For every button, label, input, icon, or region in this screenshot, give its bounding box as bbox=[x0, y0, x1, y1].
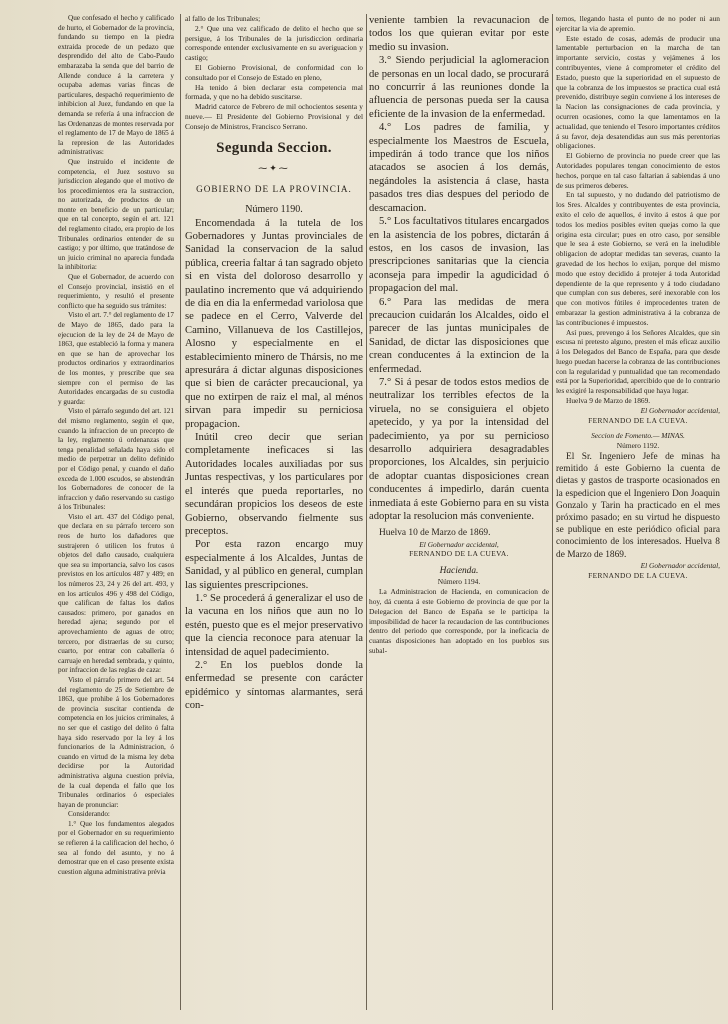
column-rule bbox=[366, 14, 367, 1010]
paragraph: Que instruido el incidente de competencia, el Juez sostuvo su jurisdiccion alegando que el motivo de los procedimientos era la sustraccion, no autorizada, de productos de un monte en beneficio de un particular; que en tal concepto, según el art. 121 del reglamento citado, era propio de los Tribunales ordinarios entender de su castigo; y por último, que tratándose de un juicio criminal no aparecia fundada la inhibitoria: bbox=[58, 157, 174, 272]
paragraph: 7.° Si á pesar de todos estos medios de neutralizar los terribles efectos de la viruela, no se consiguiera el objeto apetecido, y ya por la intensidad del padecimiento, ya por su pernicioso desarrollo adquiriera desagradables proporciones, los Alcaldes, sin perjuicio de adoptar cuantas disposiciones crean conducentes á impedirlo, darán cuenta inmediata á este Gobierno para en su vista adoptar la resolucion más conveniente. bbox=[369, 376, 549, 523]
section-title: Segunda Seccion. bbox=[216, 139, 332, 156]
paragraph: 4.° Los padres de familia, y especialmente los Maestros de Escuela, impedirán á todo trance que los niños atacados se asocien á los demás, negándoles la asistencia á clase, hasta pasados tres dias despues del periodo de descamacion. bbox=[369, 122, 549, 214]
section-title: Hacienda. bbox=[439, 566, 479, 577]
paragraph: Que confesado el hecho y calificado de hurto, el Gobernador de la provincia, fundando su tiempo en la piedra extraida procede de un pedazo que desprendido del alto de Cabo-Paudo embarazaba la senda que del barrio de Allende conduce á la carretera y ocupaba ademas varias fincas de particulares, despachó requerimiento de inhibicion al Juez, fundando en que la demanda se refería á una infraccion de las Ordenanzas de montes reservada por el reglamento de 17 de Mayo de 1865 á la represion de las Autoridades administrativas: bbox=[58, 14, 174, 157]
paragraph: Visto el art. 437 del Código penal, que declara en su párrafo tercero son reos de hurto los dañadores que sustrajeren ó utilicen los frutos ú objetos del daño causado, cualquiera que sea su importancia, salvo los casos previstos en los artículos 487 y 489; en los números 23, 24 y 26 del art. 493, y en los artículos 496 y 498 del Código, que califican de faltas los daños causados: primero, por ganados en heredad ajena; segundo por el aprovechamiento de aguas de otro; tercero, por distraerlas de su curso; cuarto, por entrar con caballería ó carruaje en heredad sembrada, y quinto, por infraccion de las reglas de caza: bbox=[58, 512, 174, 675]
ornament: ⁓✦⁓ bbox=[258, 162, 290, 173]
paragraph: Madrid catorce de Febrero de mil ochocientos sesenta y nueve.— El Presidente del Gobierno Provisional y del Consejo de Ministros, Francisco Serrano. bbox=[185, 102, 363, 131]
paragraph: Visto el párrafo primero del art. 54 del reglamento de 25 de Setiembre de 1863, que prohibe á los Gobernadores de provincia suscitar contienda de competencia en los juicios criminales, á no ser que el castigo del delito ó falta haya sido reservado por la ley á los funcionarios de la Administracion, ó cuando en virtud de la misma ley deba decidirse por la Autoridad administrativa alguna cuestion prévia, de la cual dependa el fallo que los Tribunales ordinarios ó especiales hayan de pronunciar: bbox=[58, 675, 174, 809]
paragraph: ternos, llegando hasta el punto de no poder ni aun ejercitar la via de apremio. bbox=[556, 14, 720, 33]
paragraph: Inútil creo decir que serian completamente ineficaces si las Autoridades locales auxiliadas por sus Juntas respectivas, y los particulares por el interés que pueda reportarles, no secundáran propicios los deseos de este Gobierno, observando fielmente sus preceptos. bbox=[185, 432, 363, 537]
paragraph: veniente tambien la revacunacion de todos los que quieran evitar por este medio su invasion. bbox=[369, 15, 549, 53]
column-3 bbox=[369, 14, 549, 1014]
paragraph: Así pues, prevengo á los Señores Alcaldes, que sin escusa ni pretesto alguno, presten el más eficaz auxilio á los Delegados del Banco de España, para que desde luego puedan hacerse la cobranza de las contribuciones con la regularidad y puntualidad que tan recomendado está por la Superioridad, apercibido que de lo contrario les exigiré la responsabilidad que haya lugar. bbox=[556, 327, 720, 396]
section-title: Seccion de Fomento.— MINAS. bbox=[591, 431, 685, 441]
signature-title: El Gobernador accidental, bbox=[419, 539, 499, 549]
signature-name: FERNANDO DE LA CUEVA. bbox=[409, 549, 509, 559]
paragraph: Encomendada á la tutela de los Gobernadores y Juntas provinciales de Sanidad la conservacion de la salud pública, creeria faltar á tan sagrado objeto si en vista del doloroso desarrollo y paulatino incremento que vá adquiriendo de dia en dia la enfermedad variolosa que se padece en el Cerro, Valverde del Camino, Villanueva de los Castillejos, Alosno y especialmente en el establecimiento minero de Thársis, no me apresurára á dictar algunas disposiciones que si bien de carácter precaucional, ya que no extirpen de raiz el mal, al ménos sirvan para impedir su perniciosa propagacion. bbox=[185, 217, 363, 430]
paragraph: 5.° Los facultativos titulares encargados en la asistencia de los pobres, dictarán á estos, en los casos de invasion, las prescripciones sanitarias que la ciencia aconseja para impedir la agudicidad ó propagacion del mal. bbox=[369, 216, 549, 295]
notice-number: Número 1190. bbox=[245, 203, 303, 215]
column-4 bbox=[556, 14, 720, 1014]
section-header: GOBIERNO DE LA PROVINCIA. bbox=[196, 183, 352, 194]
column-2 bbox=[185, 14, 363, 1014]
paragraph: El Gobierno de provincia no puede creer que las Autoridades populares tengan conocimiento de estos hechos, porque en tal caso faltarian á sabiendas á uno de sus primeros deberes. bbox=[556, 151, 720, 190]
paragraph: Este estado de cosas, además de producir una lamentable perturbacion en la marcha de tan importante servicio, costas y vejámenes á los contribuyentes, viene á comprometer el crédito del Estado, puesto que la superioridad en el supuesto de que la cobranza de los impuestos se practica cual está prevenido, distribuye según conviene á los intereses de la Nacion las consignaciones de cada provincia, y ocurren ocasiones, como la que lamentamos en la actualidad, que teniendo el Tesoro importantes créditos á su favor, deja desatendidas aun sus más perentorias obligaciones. bbox=[556, 33, 720, 151]
signature-name: FERNANDO DE LA CUEVA. bbox=[588, 415, 688, 425]
signature-title: El Gobernador accidental, bbox=[640, 560, 720, 570]
paragraph: En tal supuesto, y no dudando del patriotismo de los Sres. Alcaldes y contribuyentes de esta provincia, exito el celo de aquellos, é invito á estos á que por todos los medios posibles eviten quejas como la que origina esta circular; pues en otro caso, por sensible que le sea á este Gobierno, se verá en la ineludible obligacion de adoptar medidas tan severas, cuanto la gravedad de los hechos lo exijan, porque del mismo modo que estoy decidido á protejer á toda Autoridad dependiente de la que represento y á todo ciudadano que cumplan con sus deberes, seré inexorable con los que con motivos fútiles é improcedentes traten de embarazar la gestion administrativa á la cobranza de las contribuciones é impuestos. bbox=[556, 190, 720, 327]
paragraph: Que el Gobernador, de acuerdo con el Consejo provincial, insistió en el requerimiento, y resultó el presente conflicto que ha seguido sus trámites: bbox=[58, 273, 174, 310]
paragraph: Por esta razon encargo muy especialmente á los Alcaldes, Juntas de Sanidad, y al público en general, cumplan las siguientes prescripciones. bbox=[185, 539, 363, 591]
paragraph: El Sr. Ingeniero Jefe de minas ha remitido á este Gobierno la cuenta de dietas y gastos de trasporte ocasionados en la espedicion que el Ingeniero Don Joaquin Gonzalo y Tarin ha practicado en el mes próximo pasado; en su virtud he dispuesto se publique en este periódico oficial para conocimiento de los interesados. Huelva 8 de Marzo de 1869. bbox=[556, 452, 720, 560]
paragraph: Visto el art. 7.° del reglamento de 17 de Mayo de 1865, dado para la ejecucion de la ley de 24 de Mayo de 1863, que estableció la forma y manera en que se han de aprovechar los productos ordinarios y extraordinarios de los montes, y prescribe que sea siempre con el permiso de las Autoridades encargadas de su custodia y guarda: bbox=[58, 311, 174, 406]
date-line: Huelva 10 de Marzo de 1869. bbox=[379, 528, 491, 539]
column-rule bbox=[180, 14, 181, 1010]
paragraph: 1.° Se procederá á generalizar el uso de la vacuna en los niños que aun no lo estén, puesto que es el mejor preservativo que la ciencia reconoce para atenuar la intensidad de aquel padecimiento. bbox=[185, 592, 363, 658]
paragraph: Considerando: bbox=[68, 810, 110, 819]
signature-title: El Gobernador accidental, bbox=[640, 405, 720, 415]
paragraph: 2.° Que una vez calificado de delito el hecho que se persigue, á los Tribunales de la jurisdiccion ordinaria corresponde entender exclusivamente en su averiguacion y castigo; bbox=[185, 23, 363, 63]
paragraph: 2.° En los pueblos donde la enfermedad se presente con carácter epidémico y síntomas alarmantes, será con- bbox=[185, 659, 363, 712]
paragraph: 3.° Siendo perjudicial la aglomeracion de personas en un local dado, se procurará no concurrir á las reuniones donde la afluencia de personas pueda ser la causa eficiente de la invasion de la enfermedad. bbox=[369, 55, 549, 120]
column-1 bbox=[58, 14, 174, 1014]
paragraph: al fallo de los Tribunales; bbox=[185, 14, 261, 23]
paragraph: La Administracion de Hacienda, en comunicacion de hoy, dá cuenta á este Gobierno de provincia de que por la Delegacion del Banco de España se le participa la imposibilidad de hacer la recaudacion de las contribuciones dentro del periodo que corresponde, por la ineficacia de cuantas disposiciones han adoptado en los pueblos sus subal- bbox=[369, 587, 549, 656]
notice-number: Número 1192. bbox=[616, 441, 660, 451]
paragraph: 6.° Para las medidas de mera precaucion cuidarán los Alcaldes, oido el parecer de las juntas municipales de Sanidad, de dictar las disposiciones que crean conducentes á la extincion de la enfermedad. bbox=[369, 296, 549, 375]
column-rule bbox=[552, 14, 553, 1010]
signature-name: FERNANDO DE LA CUEVA. bbox=[588, 570, 688, 580]
date-line: Huelva 9 de Marzo de 1869. bbox=[566, 396, 651, 406]
paragraph: Ha tenido á bien declarar esta competencia mal formada, y que no ha debido suscitarse. bbox=[185, 82, 363, 102]
paragraph: 1.° Que los fundamentos alegados por el Gobernador en su requerimiento se refieren á la calificacion del hecho, ó sea al fondo del asunto, y no á demostrar que en el caso presente exista cuestion alguna administrativa prévia bbox=[58, 819, 174, 876]
notice-number: Número 1194. bbox=[437, 577, 481, 587]
paragraph: El Gobierno Provisional, de conformidad con lo consultado por el Consejo de Estado en pleno, bbox=[185, 62, 363, 82]
paragraph: Visto el párrafo segundo del art. 121 del mismo reglamento, según el que, cuando la infraccion de un precepto de la ley, reglamento ú ordenanzas que tenga penalidad señalada haya sido el medio de perpetrar un delito definido por el Código penal, y cuando el daño exceda de 1.000 escudos, se abstendrán los Gobernadores de conocer de la infraccion y daño reservando su castigo á los Tribunales: bbox=[58, 407, 174, 512]
